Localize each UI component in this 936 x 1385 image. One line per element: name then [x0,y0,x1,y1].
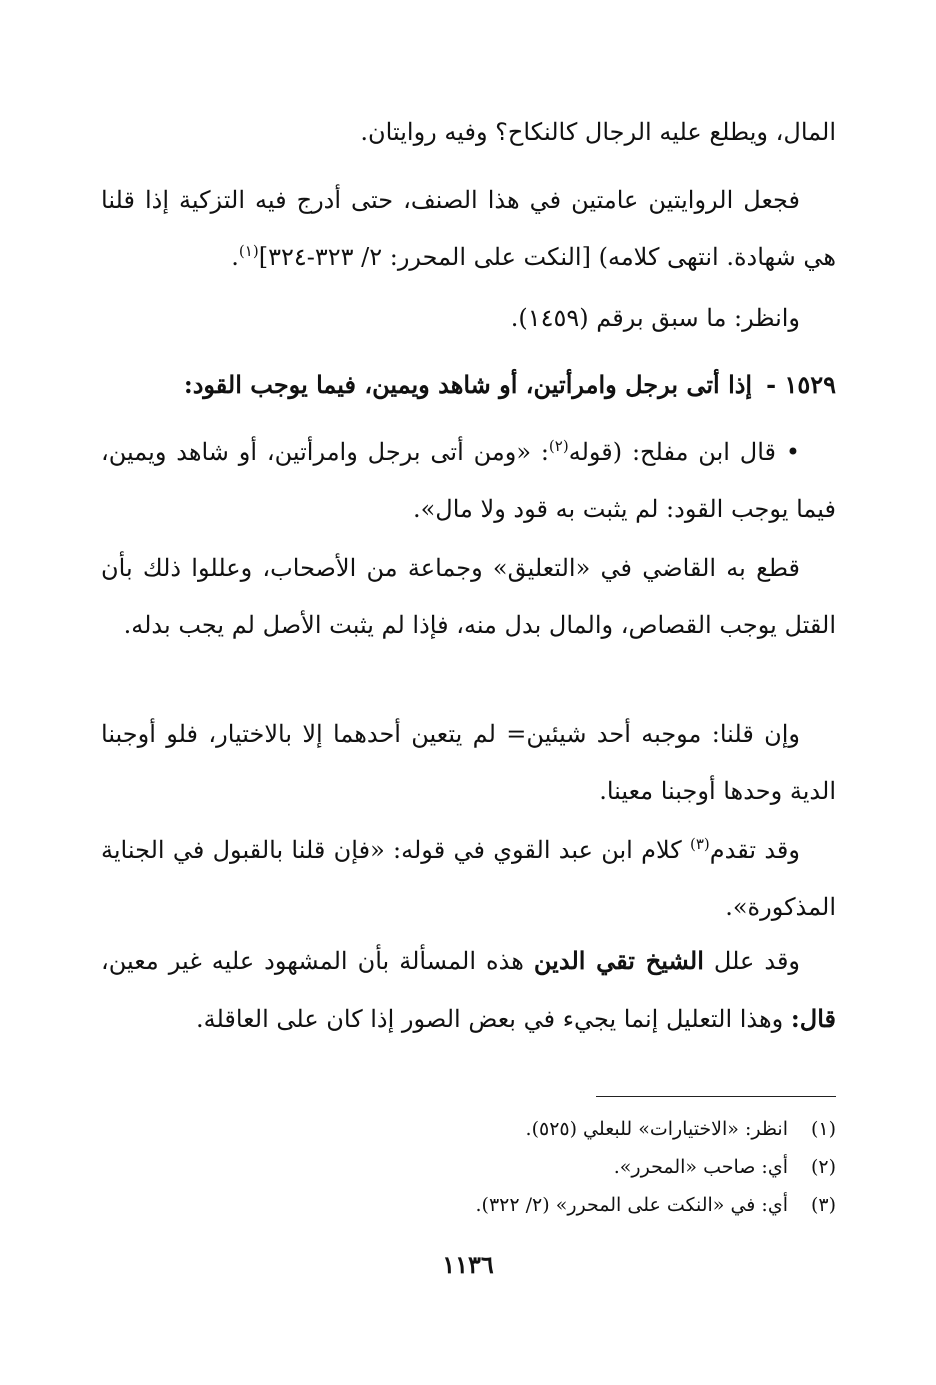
footnote-number: (١) [810,1118,836,1140]
paragraph-text-cont: هذه المسألة بأن المشهود عليه غير معين، [101,947,534,975]
paragraph-eight [101,932,836,1048]
footnote-ref: (٢) [548,437,569,455]
footnote-item [101,1148,836,1186]
paragraph-five [101,540,836,654]
footnote-item [101,1186,836,1224]
paragraph-end: . [231,243,239,271]
paragraph-text-cont: : «ومن أتى برجل وامرأتين، أو شاهد ويمين، فيما يوجب القود: لم يثبت به قود ولا مال». [101,438,836,523]
footnote-text: انظر: «الاختيارات» للبعلي (٥٢٥). [525,1118,788,1140]
section-number: ١٥٢٩ - [766,370,836,399]
paragraph-text: وإن قلنا: موجبه أحد شيئين= لم يتعين أحدهما إلا بالاختيار، فلو أوجبنا الدية وحدها أوجبنا معينا. [101,720,836,805]
footnotes-list [101,1110,836,1224]
footnote-ref: (٣) [690,835,710,853]
footnote-number: (٢) [810,1156,836,1178]
footnote-text: أي: في «النكت على المحرر» (٢/ ٣٢٢). [475,1194,788,1216]
paragraph-three [101,290,836,347]
paragraph-text: فجعل الروايتين عامتين في هذا الصنف، حتى أدرج فيه التزكية إذا قلنا هي شهادة. انتهى كلامه) [النكت على المحرر: ٢/ ٣٢٣-٣٢٤] [101,186,836,271]
bold-name: الشيخ تقي الدين [533,946,704,975]
bold-said: قال: [790,1004,836,1033]
section-title: إذا أتى برجل وامرأتين، أو شاهد ويمين، فيما يوجب القود: [183,370,753,399]
paragraph-continuation [101,104,836,161]
paragraph-six [101,706,836,820]
footnote-divider [596,1096,836,1097]
paragraph-text: وقد تقدم [709,836,800,864]
paragraph-seven [101,822,836,936]
paragraph-text: وقد علل [703,947,801,975]
footnote-number: (٣) [810,1194,836,1216]
paragraph-text: المال، ويطلع عليه الرجال كالنكاح؟ وفيه روايتان. [360,118,836,146]
footnote-ref: (١) [238,242,259,260]
paragraph-text: قال ابن مفلح: (قوله [568,438,776,466]
section-heading [101,360,836,410]
paragraph-text-end: وهذا التعليل إنما يجيء في بعض الصور إذا كان على العاقلة. [195,1005,791,1033]
footnote-item [101,1110,836,1148]
paragraph-text: وانظر: ما سبق برقم (١٤٥٩). [510,304,800,332]
footnote-text: أي: صاحب «المحرر». [613,1156,788,1178]
paragraph-two [101,172,836,286]
paragraph-text: قطع به القاضي في «التعليق» وجماعة من الأصحاب، وعللوا ذلك بأن القتل يوجب القصاص، والمال بدل منه، فإذا لم يثبت الأصل لم يجب بدله. [101,554,836,639]
paragraph-text-cont: كلام ابن عبد القوي في قوله: «فإن قلنا بالقبول في الجناية المذكورة». [101,836,836,921]
paragraph-four [101,424,836,538]
bullet-icon: • [785,438,800,466]
page-number: ١١٣٦ [442,1250,494,1279]
